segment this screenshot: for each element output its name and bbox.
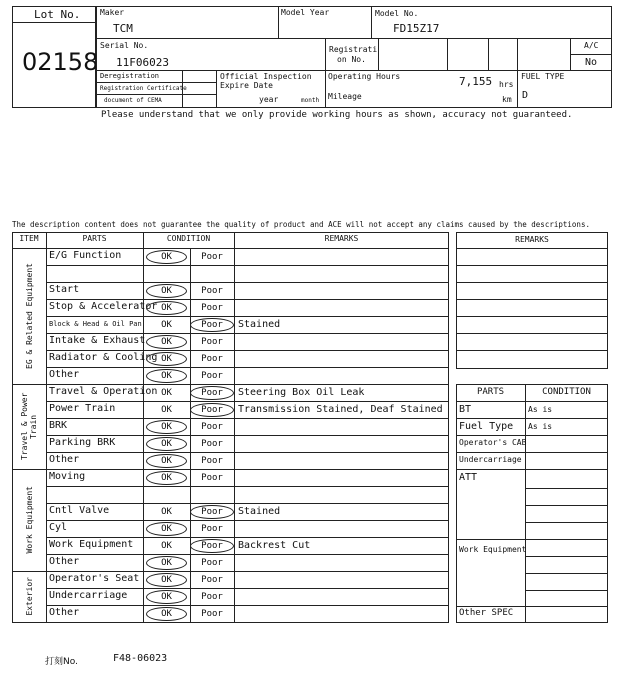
group-label: EG & Related Equipment bbox=[24, 263, 34, 369]
cond-ok: OK bbox=[143, 335, 190, 349]
row-part: Other bbox=[49, 607, 80, 618]
side-work-equipment-label: Work Equipment bbox=[459, 544, 527, 554]
stamp-label: 打刻No. bbox=[45, 657, 78, 667]
col-remarks-header: REMARKS bbox=[324, 234, 359, 243]
cond-ok: OK bbox=[143, 471, 190, 485]
col-parts-header: PARTS bbox=[82, 234, 107, 243]
cond-ok: OK bbox=[161, 388, 172, 398]
row-part: Moving bbox=[49, 471, 86, 482]
serial-no-value: 11F06023 bbox=[116, 56, 169, 69]
cond-poor: Poor bbox=[190, 539, 234, 553]
cond-ok: OK bbox=[143, 369, 190, 383]
cond-ok: OK bbox=[143, 284, 190, 298]
month-label: month bbox=[301, 97, 320, 104]
stamp-value: F48-06023 bbox=[113, 653, 168, 664]
cond-ok: OK bbox=[143, 556, 190, 570]
km-label: km bbox=[502, 95, 512, 104]
cond-ok: OK bbox=[143, 454, 190, 468]
cond-ok: OK bbox=[143, 250, 190, 264]
col-condition-header: CONDITION bbox=[166, 234, 211, 243]
cond-ok: OK bbox=[161, 320, 172, 330]
operating-hours-label: Operating Hours bbox=[328, 72, 401, 81]
lot-divider bbox=[12, 22, 96, 23]
cond-ok: OK bbox=[161, 405, 172, 415]
cond-poor: Poor bbox=[201, 439, 223, 449]
maker-label: Maker bbox=[100, 8, 125, 17]
cond-ok: OK bbox=[143, 301, 190, 315]
cond-poor: Poor bbox=[201, 252, 223, 262]
cond-poor: Poor bbox=[201, 337, 223, 347]
official-inspection-label-2: Expire Date bbox=[220, 81, 273, 90]
registration-label-2: on No. bbox=[337, 55, 366, 64]
side-condition-header: CONDITION bbox=[542, 387, 591, 397]
registration-certificate-label: Registration Certificate bbox=[100, 85, 187, 92]
row-remark: Steering Box Oil Leak bbox=[238, 387, 365, 398]
year-label: year bbox=[259, 95, 279, 104]
fuel-type-label: FUEL TYPE bbox=[521, 72, 565, 81]
row-part: Other bbox=[49, 556, 80, 567]
row-remark: Stained bbox=[238, 319, 281, 330]
row-part: Block & Head & Oil Pan bbox=[49, 320, 142, 328]
cond-ok: OK bbox=[143, 607, 190, 621]
serial-no-label: Serial No. bbox=[100, 41, 149, 50]
side-part: Undercarriage bbox=[459, 455, 522, 464]
cond-poor: Poor bbox=[201, 303, 223, 313]
group-label: Exterior bbox=[24, 577, 34, 616]
cond-poor: Poor bbox=[201, 575, 223, 585]
cond-ok: OK bbox=[143, 573, 190, 587]
deregistration-label: Deregistration bbox=[100, 72, 160, 80]
registration-label-1: Registrati bbox=[329, 45, 378, 54]
row-part: E/G Function bbox=[49, 250, 122, 261]
row-remark: Stained bbox=[238, 506, 281, 517]
model-no-label: Model No. bbox=[375, 9, 419, 18]
row-part: BRK bbox=[49, 420, 68, 431]
hours-note: Please understand that we only provide working hours as shown, accuracy not guaranteed. bbox=[101, 110, 573, 120]
hrs-label: hrs bbox=[499, 80, 514, 89]
maker-value: TCM bbox=[113, 22, 133, 35]
cond-poor: Poor bbox=[190, 403, 234, 417]
ac-label: A/C bbox=[584, 41, 599, 50]
cond-poor: Poor bbox=[201, 371, 223, 381]
row-part: Other bbox=[49, 454, 80, 465]
cond-ok: OK bbox=[143, 522, 190, 536]
cond-poor: Poor bbox=[201, 473, 223, 483]
row-part: Work Equipment bbox=[49, 539, 134, 550]
side-part: Operator's CAB bbox=[459, 438, 527, 447]
condition-table bbox=[12, 232, 449, 623]
cond-ok: OK bbox=[143, 420, 190, 434]
side-part: BT bbox=[459, 404, 472, 415]
row-part: Cyl bbox=[49, 522, 68, 533]
official-inspection-label-1: Official Inspection bbox=[220, 72, 312, 81]
row-part: Other bbox=[49, 369, 80, 380]
row-part: Start bbox=[49, 284, 80, 295]
row-remark: Transmission Stained, Deaf Stained bbox=[238, 404, 443, 415]
row-part: Operator's Seat bbox=[49, 573, 140, 584]
lot-no-label: Lot No. bbox=[34, 8, 81, 21]
cond-poor: Poor bbox=[201, 456, 223, 466]
side-part: ATT bbox=[459, 472, 478, 483]
side-remarks-table bbox=[456, 232, 608, 369]
cond-poor: Poor bbox=[201, 286, 223, 296]
cond-poor: Poor bbox=[201, 422, 223, 432]
cond-ok: OK bbox=[143, 352, 190, 366]
cond-poor: Poor bbox=[201, 558, 223, 568]
cond-poor: Poor bbox=[201, 592, 223, 602]
side-cond: As is bbox=[528, 422, 553, 431]
row-part: Undercarriage bbox=[49, 590, 128, 601]
side-cond: As is bbox=[528, 405, 553, 414]
model-no-value: FD15Z17 bbox=[393, 22, 440, 35]
row-part: Power Train bbox=[49, 403, 116, 414]
row-part: Parking BRK bbox=[49, 437, 116, 448]
row-part: Cntl Valve bbox=[49, 505, 110, 516]
row-part: Travel & Operation bbox=[49, 386, 158, 397]
side-other-spec-label: Other SPEC bbox=[459, 608, 514, 618]
row-remark: Backrest Cut bbox=[238, 540, 311, 551]
operating-hours-value: 7,155 bbox=[459, 75, 493, 88]
row-part: Radiator & Cooling bbox=[49, 352, 158, 363]
cond-poor: Poor bbox=[201, 354, 223, 364]
side-part: Fuel Type bbox=[459, 421, 514, 432]
fuel-type-value: D bbox=[522, 90, 529, 101]
group-label: Work Equipment bbox=[24, 486, 34, 554]
cema-label: document of CEMA bbox=[104, 97, 162, 104]
side-parts-table bbox=[456, 384, 608, 623]
side-remarks-header: REMARKS bbox=[515, 235, 549, 244]
side-parts-header: PARTS bbox=[476, 387, 505, 397]
header-line bbox=[12, 248, 449, 249]
row-part: Stop & Accelerator bbox=[49, 301, 158, 312]
cond-ok: OK bbox=[161, 541, 172, 551]
group-label: Travel & Power Train bbox=[20, 392, 38, 461]
row-part: Intake & Exhaust bbox=[49, 335, 146, 346]
mileage-label: Mileage bbox=[328, 92, 362, 101]
cond-ok: OK bbox=[161, 507, 172, 517]
disclaimer: The description content does not guarantee the quality of product and ACE will not accept any claims caused by the descriptions. bbox=[12, 220, 590, 229]
cond-poor: Poor bbox=[201, 609, 223, 619]
model-year-label: Model Year bbox=[281, 8, 330, 17]
cond-ok: OK bbox=[143, 437, 190, 451]
cond-ok: OK bbox=[143, 590, 190, 604]
col-item-header: ITEM bbox=[19, 234, 39, 243]
cond-poor: Poor bbox=[201, 524, 223, 534]
ac-value: No bbox=[585, 57, 598, 68]
lot-no-value: 02158 bbox=[22, 48, 99, 76]
cond-poor: Poor bbox=[190, 386, 234, 400]
cond-poor: Poor bbox=[190, 505, 234, 519]
cond-poor: Poor bbox=[190, 318, 234, 332]
